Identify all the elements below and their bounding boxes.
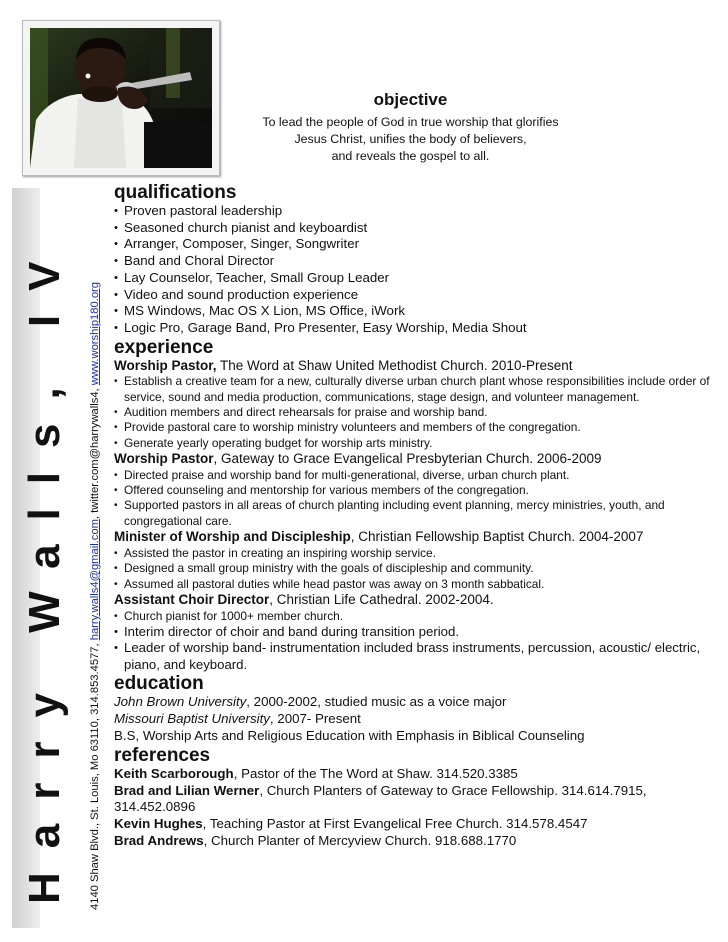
job-org: The Word at Shaw United Methodist Church. 2010-Present (216, 357, 573, 373)
reference-detail: , Pastor of the The Word at Shaw. 314.520.3385 (233, 765, 518, 781)
list-item: • Arranger, Composer, Singer, Songwriter (114, 236, 714, 253)
objective-section (228, 90, 593, 165)
education-heading: education (114, 673, 204, 695)
education-detail: , 2000-2002, studied music as a voice major (246, 694, 507, 710)
list-item: • Directed praise and worship band for multi-generational, diverse, urban church plant. (114, 468, 714, 483)
objective-line: and reveals the gospel to all. (331, 149, 490, 163)
degree-line: B.S, Worship Arts and Religious Education with Emphasis in Biblical Counseling (114, 728, 585, 743)
list-item: • Lay Counselor, Teacher, Small Group Leader (114, 270, 714, 287)
job-role: Worship Pastor (114, 451, 214, 467)
reference-name: Brad and Lilian Werner (114, 782, 260, 798)
job-title (114, 592, 714, 609)
list-item: • Assumed all pastoral duties while head pastor was away on 3 month sabbatical. (114, 577, 714, 592)
job-bullets (114, 546, 714, 592)
objective-heading: objective (373, 90, 448, 109)
list-item: • Establish a creative team for a new, culturally diverse urban church plant whose responsibilities include order of service, sound and media production, communications, stage design, and volunteer management. (114, 374, 714, 405)
job-title (114, 451, 714, 468)
reference-detail: , Teaching Pastor at First Evangelical Free Church. 314.578.4547 (202, 816, 588, 832)
resume-main (114, 182, 714, 850)
list-item: • Church pianist for 1000+ member church. (114, 609, 714, 624)
qualifications-heading: qualifications (114, 182, 237, 203)
education-detail: , 2007- Present (269, 711, 361, 727)
reference-entry (114, 783, 714, 817)
reference-entry (114, 766, 714, 783)
list-item: • Audition members and direct rehearsals for praise and worship band. (114, 405, 714, 420)
list-item: • Video and sound production experience (114, 287, 714, 304)
list-item: • Supported pastors in all areas of church planting including event planning, mercy ministries, youth, and congregational care. (114, 498, 714, 529)
list-item: • Band and Choral Director (114, 253, 714, 270)
list-item: • Assisted the pastor in creating an inspiring worship service. (114, 546, 714, 561)
job-org: , Gateway to Grace Evangelical Presbyterian Church. 2006-2009 (213, 451, 602, 467)
job-role: Minister of Worship and Discipleship (114, 529, 351, 545)
list-item: • Interim director of choir and band during transition period. (114, 624, 714, 641)
website-link[interactable]: www.worship180.org (89, 281, 101, 386)
list-item: • Offered counseling and mentorship for various members of the congregation. (114, 483, 714, 498)
school-name: Missouri Baptist University (114, 711, 270, 727)
school-name: John Brown University (114, 694, 247, 710)
list-item: • Generate yearly operating budget for worship arts ministry. (114, 436, 714, 451)
experience-heading: experience (114, 336, 214, 358)
email-link[interactable]: harry.walls4@gmail.com (89, 519, 101, 641)
list-item: • Provide pastoral care to worship ministry volunteers and members of the congregation. (114, 420, 714, 435)
list-item: • Designed a small group ministry with the goals of discipleship and community. (114, 561, 714, 576)
contact-twitter: , twitter.com@harrywalls4, (89, 385, 101, 520)
portrait-image (30, 28, 212, 168)
portrait-photo (22, 20, 220, 176)
education-entry (114, 711, 714, 728)
list-item: • Proven pastoral leadership (114, 203, 714, 220)
reference-name: Brad Andrews (114, 832, 204, 848)
list-item: • MS Windows, Mac OS X Lion, MS Office, iWork (114, 303, 714, 320)
contact-line (89, 190, 103, 910)
list-item: • Logic Pro, Garage Band, Pro Presenter, Easy Worship, Media Shout (114, 320, 714, 337)
job-org: , Christian Life Cathedral. 2002-2004. (269, 592, 494, 607)
objective-line: Jesus Christ, unifies the body of believers, (294, 132, 527, 146)
references-heading: references (114, 744, 211, 766)
list-item: • Leader of worship band- instrumentation included brass instruments, percussion, acoustic/ electric, piano, and keyboard. (114, 640, 714, 673)
job-role: Assistant Choir Director (114, 592, 270, 607)
job-bullets (114, 468, 714, 530)
objective-line: To lead the people of God in true worship that glorifies (262, 115, 559, 129)
vertical-name: Harry Walls, IV (20, 237, 69, 904)
job-title (114, 358, 714, 375)
qualifications-list (114, 203, 714, 337)
contact-address: 4140 Shaw Blvd., St. Louis, Mo 63110, 314.853.4577, (89, 640, 101, 910)
job-bullets (114, 609, 714, 674)
reference-entry (114, 833, 714, 850)
list-item: • Seasoned church pianist and keyboardist (114, 220, 714, 237)
reference-name: Kevin Hughes (114, 816, 203, 832)
reference-detail: , Church Planters of Gateway to Grace Fellowship. 314.614.7915, 314.452.0896 (114, 782, 647, 815)
reference-name: Keith Scarborough (114, 765, 234, 781)
reference-entry (114, 816, 714, 833)
education-entry (114, 694, 714, 711)
reference-detail: , Church Planter of Mercyview Church. 918.688.1770 (203, 832, 517, 848)
job-role: Worship Pastor, (114, 357, 217, 373)
job-bullets (114, 374, 714, 451)
job-org: , Christian Fellowship Baptist Church. 2004-2007 (350, 529, 644, 545)
job-title (114, 529, 714, 546)
